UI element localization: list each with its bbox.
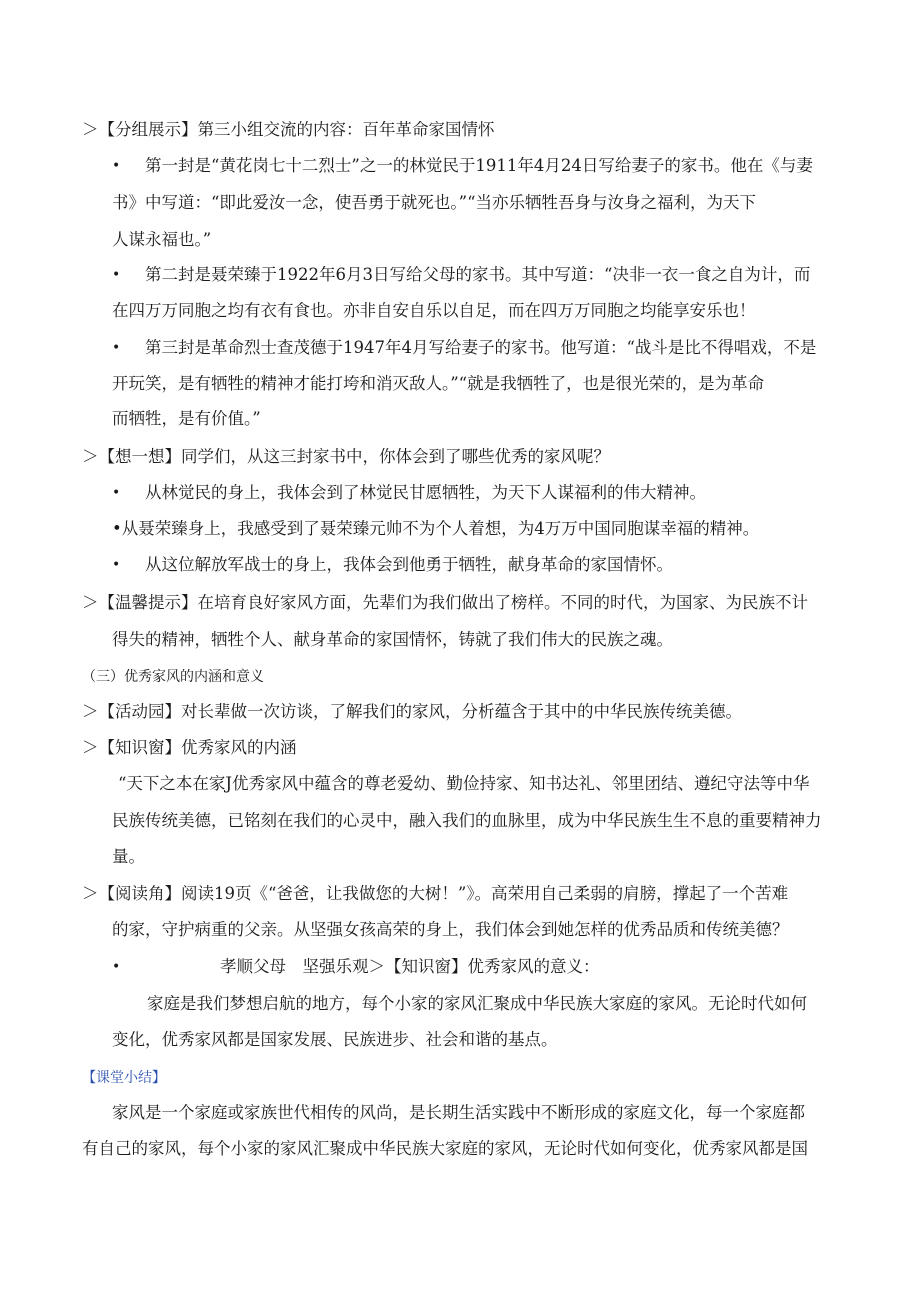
reading-bullet-line: 孝顺父母 坚强乐观＞【知识窗】优秀家风的意义： bbox=[220, 957, 600, 976]
knowledge-para-line-2: 民族传统美德，已铭刻在我们的心灵中，融入我们的血脉里，成为中华民族生生不息的重要精神力 bbox=[112, 811, 822, 830]
answer-2: •从聂荣臻身上，我感受到了聂荣臻元帅不为个人着想，为4万万中国同胞谋幸福的精神。 bbox=[112, 519, 760, 538]
letter-1-line-2: 书》中写道：“即此爱汝一念，使吾勇于就死也。”“当亦乐牺牲吾身与汝身之福利，为天下 bbox=[112, 193, 757, 212]
tip-line-2: 得失的精神，牺牲个人、献身革命的家国情怀，铸就了我们伟大的民族之魂。 bbox=[112, 630, 673, 649]
summary-para-line-1: 家风是一个家庭或家族世代相传的风尚，是长期生活实践中不断形成的家庭文化，每一个家庭都 bbox=[112, 1103, 805, 1122]
answer-1-symbol: • bbox=[112, 485, 121, 501]
think-heading: ＞【想一想】同学们，从这三封家书中，你体会到了哪些优秀的家风呢？ bbox=[82, 447, 610, 466]
section-3-heading: （三）优秀家风的内涵和意义 bbox=[82, 669, 264, 685]
summary-label: 【课堂小结】 bbox=[82, 1070, 166, 1086]
activity-line: ＞【活动园】对长辈做一次访谈，了解我们的家风，分析蕴含于其中的中华民族传统美德。 bbox=[82, 702, 742, 721]
meaning-para-line-1: 家庭是我们梦想启航的地方，每个小家的家风汇聚成中华民族大家庭的家风。无论时代如何 bbox=[147, 994, 807, 1013]
bullet-1-symbol: • bbox=[112, 158, 121, 174]
tip-line-1: ＞【温馨提示】在培育良好家风方面，先辈们为我们做出了榜样。不同的时代，为国家、为民族不计 bbox=[82, 593, 808, 612]
reading-line-1: ＞【阅读角】阅读19页《“爸爸，让我做您的大树！”》。高荣用自己柔弱的肩膀，撑起了一个苦难 bbox=[82, 884, 789, 903]
knowledge-para-line-1: “天下之本在家J优秀家风中蕴含的尊老爱幼、勤俭持家、知书达礼、邻里团结、遵纪守法等中华 bbox=[118, 774, 810, 793]
letter-2-line-2: 在四万万同胞之均有衣有食也。亦非自安自乐以自足，而在四万万同胞之均能享安乐也！ bbox=[112, 301, 756, 320]
letter-2-line-1: 第二封是聂荣臻于1922年6月3日写给父母的家书。其中写道：“决非一衣一食之自为计，而 bbox=[145, 265, 811, 284]
reading-line-2: 的家，守护病重的父亲。从坚强女孩高荣的身上，我们体会到她怎样的优秀品质和传统美德？ bbox=[112, 920, 789, 939]
answer-1: 从林觉民的身上，我体会到了林觉民甘愿牺牲，为天下人谋福利的伟大精神。 bbox=[145, 483, 706, 502]
reading-bullet-symbol: • bbox=[112, 959, 121, 975]
letter-1-line-1: 第一封是“黄花岗七十二烈士”之一的林觉民于1911年4月24日写给妻子的家书。他在《与妻 bbox=[145, 156, 813, 175]
letter-1-line-3: 人谋永福也。” bbox=[112, 230, 212, 249]
knowledge-heading: ＞【知识窗】优秀家风的内涵 bbox=[82, 738, 297, 757]
letter-3-line-1: 第三封是革命烈士查茂德于1947年4月写给妻子的家书。他写道：“战斗是比不得唱戏，不是 bbox=[145, 338, 817, 357]
answer-3: 从这位解放军战士的身上，我体会到他勇于牺牲，献身革命的家国情怀。 bbox=[145, 555, 673, 574]
letter-3-line-2: 开玩笑，是有牺牲的精神才能打垮和消灭敌人。”“就是我牺牲了，也是很光荣的，是为革命 bbox=[112, 374, 765, 393]
meaning-para-line-2: 变化，优秀家风都是国家发展、民族进步、社会和谐的基点。 bbox=[112, 1030, 558, 1049]
bullet-3-symbol: • bbox=[112, 340, 121, 356]
bullet-2-symbol: • bbox=[112, 267, 121, 283]
answer-3-symbol: • bbox=[112, 557, 121, 573]
knowledge-para-line-3: 量。 bbox=[112, 847, 145, 866]
summary-para-line-2: 有自己的家风，每个小家的家风汇聚成中华民族大家庭的家风，无论时代如何变化，优秀家风都是国 bbox=[82, 1139, 808, 1158]
letter-3-line-3: 而牺牲，是有价值。” bbox=[112, 409, 261, 428]
group-show-heading: ＞【分组展示】第三小组交流的内容：百年革命家国情怀 bbox=[82, 120, 495, 139]
